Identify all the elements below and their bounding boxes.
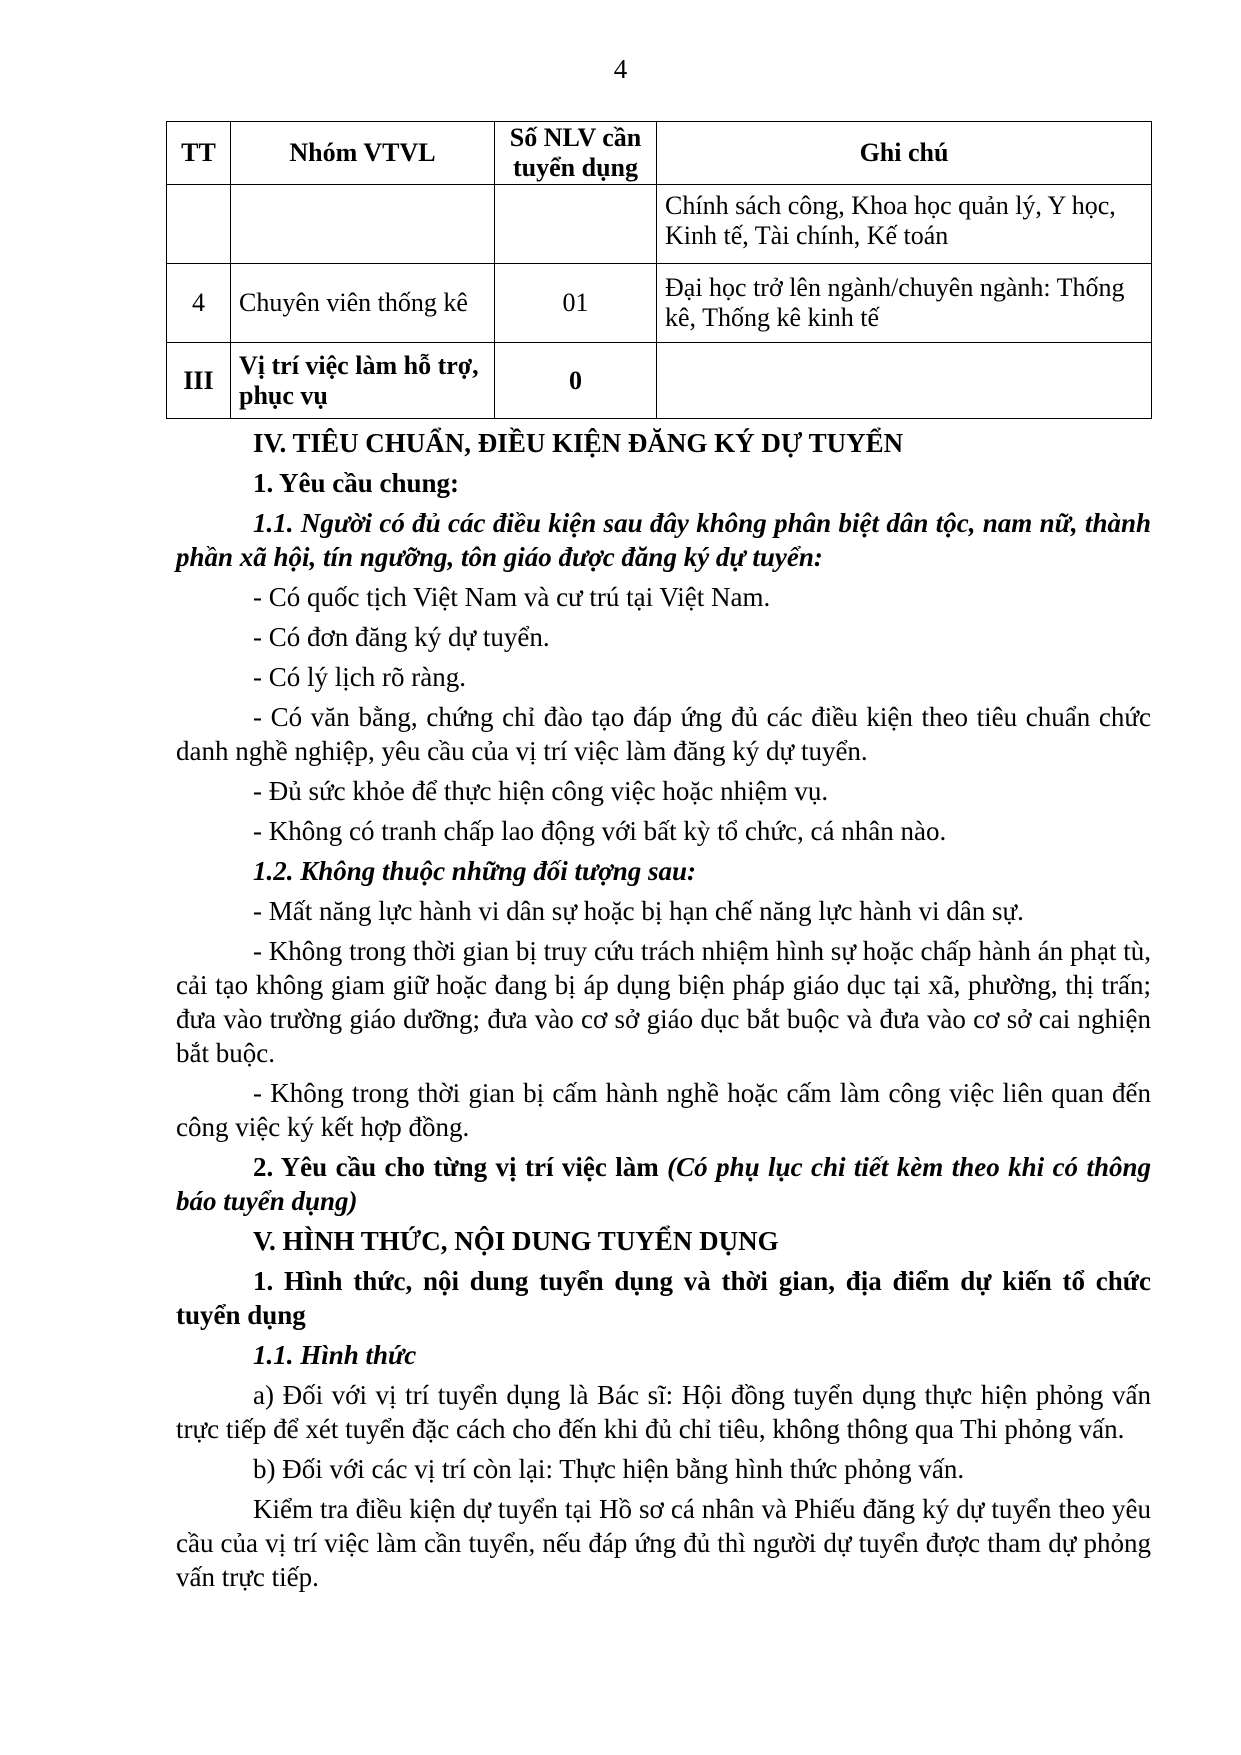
cell-note: Chính sách công, Khoa học quản lý, Y học, Kinh tế, Tài chính, Kế toán [657, 185, 1152, 264]
cell-note [657, 343, 1152, 419]
table-header-row [167, 122, 1152, 185]
cell-tt [167, 185, 231, 264]
list-item: - Có văn bằng, chứng chỉ đào tạo đáp ứng đủ các điều kiện theo tiêu chuẩn chức danh nghề nghiệp, yêu cầu của vị trí việc làm đăng ký dự tuyển. [176, 702, 1151, 766]
document-body [176, 426, 1151, 1594]
header-group: Nhóm VTVL [231, 122, 495, 185]
requirement-2-note: (Có phụ lục chi tiết kèm theo khi có thông báo tuyển dụng) [176, 1152, 1152, 1216]
list-item: - Không trong thời gian bị truy cứu trách nhiệm hình sự hoặc chấp hành án phạt tù, cải tạo không giam giữ hoặc đang bị áp dụng biện pháp giáo dục tại xã, phường, thị trấn; đưa vào trường giáo dưỡng; đưa vào cơ sở giáo dục bắt buộc và đưa vào cơ sở cai nghiện bắt buộc. [176, 936, 1151, 1068]
cell-count: 0 [495, 343, 657, 419]
section-v-heading-1: 1. Hình thức, nội dung tuyển dụng và thời gian, địa điểm dự kiến tổ chức tuyển dụng [176, 1266, 1151, 1330]
page-number: 4 [613, 54, 628, 84]
list-item: - Đủ sức khỏe để thực hiện công việc hoặc nhiệm vụ. [253, 776, 829, 806]
cell-note: Đại học trở lên ngành/chuyên ngành: Thống kê, Thống kê kinh tế [657, 264, 1152, 343]
header-tt: TT [167, 122, 231, 185]
paragraph-c: Kiểm tra điều kiện dự tuyển tại Hồ sơ cá nhân và Phiếu đăng ký dự tuyển theo yêu cầu của vị trí việc làm cần tuyển, nếu đáp ứng đủ thì người dự tuyển được tham dự phỏng vấn trực tiếp. [176, 1494, 1151, 1592]
list-item: - Có đơn đăng ký dự tuyển. [253, 622, 550, 652]
requirement-2-paragraph [176, 1150, 1151, 1218]
cell-group: Vị trí việc làm hỗ trợ, phục vụ [231, 343, 495, 419]
header-count: Số NLV cần tuyển dụng [495, 122, 657, 185]
recruitment-table [166, 121, 1152, 419]
list-item: - Có lý lịch rõ ràng. [253, 662, 466, 692]
list-item: - Không có tranh chấp lao động với bất kỳ tổ chức, cá nhân nào. [253, 816, 947, 846]
section-iv-title: IV. TIÊU CHUẨN, ĐIỀU KIỆN ĐĂNG KÝ DỰ TUYỂN [253, 428, 904, 458]
section-v-subsection-1-1: 1.1. Hình thức [253, 1340, 417, 1370]
cell-tt: III [167, 343, 231, 419]
list-item: - Mất năng lực hành vi dân sự hoặc bị hạn chế năng lực hành vi dân sự. [253, 896, 1024, 926]
requirement-2-heading: 2. Yêu cầu cho từng vị trí việc làm [253, 1152, 659, 1182]
cell-group [231, 185, 495, 264]
header-note: Ghi chú [657, 122, 1152, 185]
subsection-1-2: 1.2. Không thuộc những đối tượng sau: [253, 856, 696, 886]
cell-group: Chuyên viên thống kê [231, 264, 495, 343]
table-row [167, 264, 1152, 343]
list-item: - Không trong thời gian bị cấm hành nghề hoặc cấm làm công việc liên quan đến công việc ký kết hợp đồng. [176, 1078, 1151, 1142]
list-item: - Có quốc tịch Việt Nam và cư trú tại Việt Nam. [253, 582, 771, 612]
table-row [167, 185, 1152, 264]
cell-count [495, 185, 657, 264]
cell-tt: 4 [167, 264, 231, 343]
paragraph-b: b) Đối với các vị trí còn lại: Thực hiện bằng hình thức phỏng vấn. [253, 1454, 965, 1484]
subsection-1-1: 1.1. Người có đủ các điều kiện sau đây không phân biệt dân tộc, nam nữ, thành phần xã hội, tín ngưỡng, tôn giáo được đăng ký dự tuyển: [176, 508, 1151, 572]
paragraph-a: a) Đối với vị trí tuyển dụng là Bác sĩ: Hội đồng tuyển dụng thực hiện phỏng vấn trực tiếp để xét tuyển đặc cách cho đến khi đủ chỉ tiêu, không thông qua Thi phỏng vấn. [176, 1380, 1151, 1444]
cell-count: 01 [495, 264, 657, 343]
table-row [167, 343, 1152, 419]
section-v-title: V. HÌNH THỨC, NỘI DUNG TUYỂN DỤNG [253, 1226, 779, 1256]
general-requirements-heading: 1. Yêu cầu chung: [253, 468, 460, 498]
